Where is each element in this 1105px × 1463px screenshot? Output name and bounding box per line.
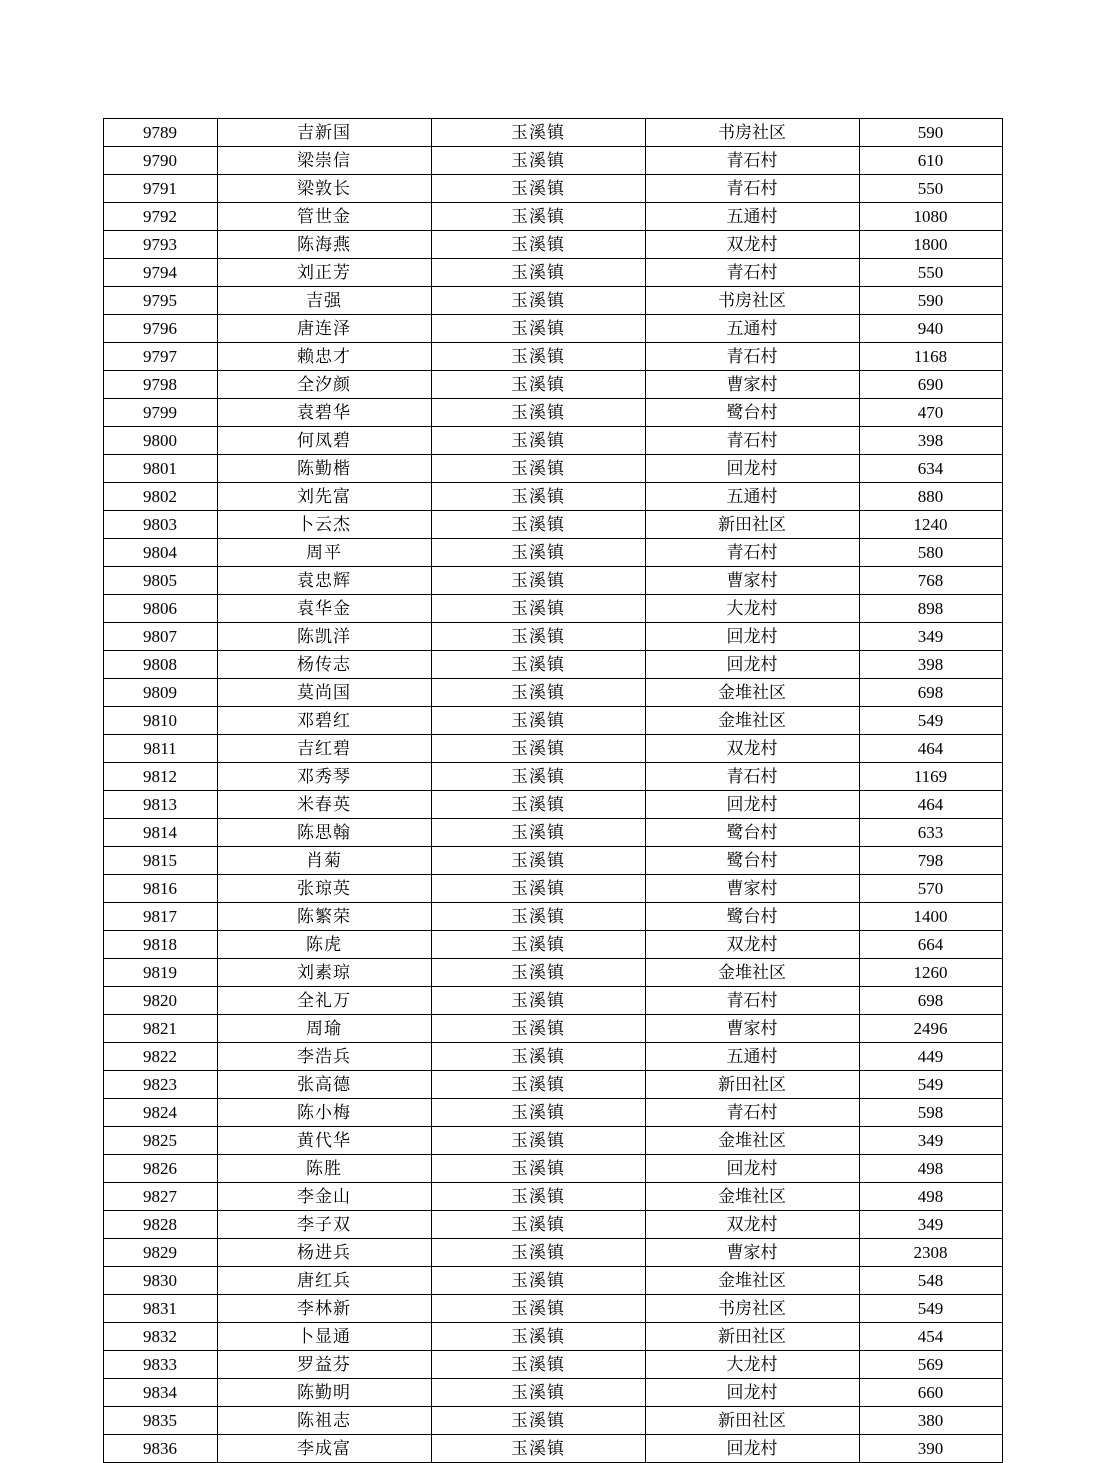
cell-town: 玉溪镇 <box>431 651 645 679</box>
cell-village: 青石村 <box>645 987 859 1015</box>
cell-name: 陈繁荣 <box>217 903 431 931</box>
table-row <box>103 483 1002 511</box>
cell-village: 回龙村 <box>645 791 859 819</box>
cell-village: 五通村 <box>645 483 859 511</box>
cell-amount: 1080 <box>859 203 1002 231</box>
cell-name: 陈思翰 <box>217 819 431 847</box>
cell-id: 9826 <box>103 1155 217 1183</box>
cell-name: 唐连泽 <box>217 315 431 343</box>
cell-id: 9833 <box>103 1351 217 1379</box>
table-row <box>103 147 1002 175</box>
cell-id: 9815 <box>103 847 217 875</box>
cell-amount: 1240 <box>859 511 1002 539</box>
cell-village: 青石村 <box>645 1099 859 1127</box>
subsidy-table <box>103 118 1003 1463</box>
cell-amount: 698 <box>859 679 1002 707</box>
cell-village: 金堆社区 <box>645 679 859 707</box>
cell-amount: 549 <box>859 1071 1002 1099</box>
cell-village: 金堆社区 <box>645 959 859 987</box>
cell-town: 玉溪镇 <box>431 1127 645 1155</box>
cell-town: 玉溪镇 <box>431 903 645 931</box>
cell-name: 刘素琼 <box>217 959 431 987</box>
table-row <box>103 931 1002 959</box>
cell-town: 玉溪镇 <box>431 959 645 987</box>
cell-id: 9832 <box>103 1323 217 1351</box>
cell-id: 9827 <box>103 1183 217 1211</box>
cell-name: 卜云杰 <box>217 511 431 539</box>
cell-id: 9793 <box>103 231 217 259</box>
table-row <box>103 1323 1002 1351</box>
table-row <box>103 231 1002 259</box>
cell-village: 双龙村 <box>645 931 859 959</box>
cell-id: 9809 <box>103 679 217 707</box>
cell-village: 大龙村 <box>645 595 859 623</box>
cell-amount: 549 <box>859 707 1002 735</box>
cell-id: 9829 <box>103 1239 217 1267</box>
cell-name: 陈胜 <box>217 1155 431 1183</box>
cell-village: 曹家村 <box>645 371 859 399</box>
cell-town: 玉溪镇 <box>431 1099 645 1127</box>
cell-town: 玉溪镇 <box>431 539 645 567</box>
table-row <box>103 1127 1002 1155</box>
table-row <box>103 539 1002 567</box>
cell-id: 9834 <box>103 1379 217 1407</box>
cell-id: 9796 <box>103 315 217 343</box>
table-row <box>103 175 1002 203</box>
table-row <box>103 595 1002 623</box>
cell-town: 玉溪镇 <box>431 287 645 315</box>
cell-town: 玉溪镇 <box>431 119 645 147</box>
cell-name: 周瑜 <box>217 1015 431 1043</box>
cell-amount: 1168 <box>859 343 1002 371</box>
cell-town: 玉溪镇 <box>431 427 645 455</box>
cell-amount: 610 <box>859 147 1002 175</box>
cell-name: 李金山 <box>217 1183 431 1211</box>
cell-village: 鹭台村 <box>645 819 859 847</box>
cell-id: 9801 <box>103 455 217 483</box>
cell-amount: 633 <box>859 819 1002 847</box>
cell-name: 杨传志 <box>217 651 431 679</box>
cell-village: 书房社区 <box>645 1295 859 1323</box>
cell-town: 玉溪镇 <box>431 1267 645 1295</box>
cell-amount: 1400 <box>859 903 1002 931</box>
cell-village: 青石村 <box>645 259 859 287</box>
cell-name: 李浩兵 <box>217 1043 431 1071</box>
cell-name: 杨进兵 <box>217 1239 431 1267</box>
table-row <box>103 371 1002 399</box>
cell-village: 曹家村 <box>645 875 859 903</box>
cell-name: 罗益芬 <box>217 1351 431 1379</box>
cell-village: 回龙村 <box>645 1435 859 1463</box>
cell-id: 9806 <box>103 595 217 623</box>
cell-amount: 449 <box>859 1043 1002 1071</box>
table-row <box>103 1183 1002 1211</box>
table-row <box>103 1407 1002 1435</box>
cell-amount: 390 <box>859 1435 1002 1463</box>
cell-village: 新田社区 <box>645 1407 859 1435</box>
cell-name: 邓秀琴 <box>217 763 431 791</box>
cell-id: 9808 <box>103 651 217 679</box>
cell-village: 青石村 <box>645 147 859 175</box>
table-row <box>103 1043 1002 1071</box>
cell-id: 9805 <box>103 567 217 595</box>
cell-town: 玉溪镇 <box>431 1211 645 1239</box>
cell-village: 回龙村 <box>645 455 859 483</box>
cell-name: 陈勤明 <box>217 1379 431 1407</box>
table-row <box>103 651 1002 679</box>
cell-name: 李林新 <box>217 1295 431 1323</box>
cell-town: 玉溪镇 <box>431 315 645 343</box>
cell-name: 袁忠辉 <box>217 567 431 595</box>
cell-amount: 1260 <box>859 959 1002 987</box>
cell-amount: 548 <box>859 1267 1002 1295</box>
cell-amount: 349 <box>859 1211 1002 1239</box>
cell-town: 玉溪镇 <box>431 1071 645 1099</box>
cell-village: 青石村 <box>645 343 859 371</box>
cell-town: 玉溪镇 <box>431 1043 645 1071</box>
cell-name: 唐红兵 <box>217 1267 431 1295</box>
table-row <box>103 1239 1002 1267</box>
cell-amount: 880 <box>859 483 1002 511</box>
cell-village: 新田社区 <box>645 1071 859 1099</box>
cell-id: 9828 <box>103 1211 217 1239</box>
cell-amount: 549 <box>859 1295 1002 1323</box>
table-row <box>103 427 1002 455</box>
table-row <box>103 119 1002 147</box>
cell-name: 邓碧红 <box>217 707 431 735</box>
cell-id: 9799 <box>103 399 217 427</box>
cell-name: 周平 <box>217 539 431 567</box>
table-row <box>103 259 1002 287</box>
cell-amount: 1800 <box>859 231 1002 259</box>
table-row <box>103 1071 1002 1099</box>
cell-id: 9789 <box>103 119 217 147</box>
cell-amount: 349 <box>859 1127 1002 1155</box>
table-row <box>103 1267 1002 1295</box>
cell-name: 张琼英 <box>217 875 431 903</box>
cell-village: 回龙村 <box>645 1155 859 1183</box>
cell-amount: 380 <box>859 1407 1002 1435</box>
cell-amount: 940 <box>859 315 1002 343</box>
cell-village: 青石村 <box>645 175 859 203</box>
cell-id: 9792 <box>103 203 217 231</box>
table-row <box>103 1295 1002 1323</box>
cell-id: 9814 <box>103 819 217 847</box>
table-row <box>103 791 1002 819</box>
cell-amount: 398 <box>859 651 1002 679</box>
cell-village: 五通村 <box>645 1043 859 1071</box>
cell-id: 9836 <box>103 1435 217 1463</box>
table-row <box>103 1155 1002 1183</box>
table-row <box>103 987 1002 1015</box>
cell-id: 9818 <box>103 931 217 959</box>
cell-id: 9800 <box>103 427 217 455</box>
cell-village: 回龙村 <box>645 623 859 651</box>
table-row <box>103 875 1002 903</box>
cell-name: 陈小梅 <box>217 1099 431 1127</box>
cell-town: 玉溪镇 <box>431 623 645 651</box>
cell-town: 玉溪镇 <box>431 259 645 287</box>
cell-name: 陈凯洋 <box>217 623 431 651</box>
cell-village: 金堆社区 <box>645 1267 859 1295</box>
table-row <box>103 287 1002 315</box>
cell-name: 全汐颜 <box>217 371 431 399</box>
cell-town: 玉溪镇 <box>431 931 645 959</box>
cell-name: 管世金 <box>217 203 431 231</box>
cell-village: 五通村 <box>645 315 859 343</box>
cell-town: 玉溪镇 <box>431 763 645 791</box>
cell-village: 大龙村 <box>645 1351 859 1379</box>
cell-town: 玉溪镇 <box>431 147 645 175</box>
cell-town: 玉溪镇 <box>431 735 645 763</box>
table-row <box>103 1211 1002 1239</box>
cell-id: 9822 <box>103 1043 217 1071</box>
table-row <box>103 315 1002 343</box>
cell-amount: 590 <box>859 287 1002 315</box>
cell-village: 青石村 <box>645 539 859 567</box>
cell-amount: 398 <box>859 427 1002 455</box>
cell-village: 双龙村 <box>645 231 859 259</box>
cell-town: 玉溪镇 <box>431 1407 645 1435</box>
cell-id: 9802 <box>103 483 217 511</box>
cell-town: 玉溪镇 <box>431 1183 645 1211</box>
cell-name: 米春英 <box>217 791 431 819</box>
cell-village: 五通村 <box>645 203 859 231</box>
cell-amount: 580 <box>859 539 1002 567</box>
cell-town: 玉溪镇 <box>431 455 645 483</box>
table-row <box>103 819 1002 847</box>
cell-village: 金堆社区 <box>645 707 859 735</box>
cell-town: 玉溪镇 <box>431 399 645 427</box>
cell-id: 9825 <box>103 1127 217 1155</box>
cell-amount: 2308 <box>859 1239 1002 1267</box>
cell-id: 9810 <box>103 707 217 735</box>
cell-name: 肖菊 <box>217 847 431 875</box>
cell-id: 9804 <box>103 539 217 567</box>
cell-id: 9794 <box>103 259 217 287</box>
cell-name: 袁华金 <box>217 595 431 623</box>
table-row <box>103 399 1002 427</box>
cell-village: 金堆社区 <box>645 1183 859 1211</box>
cell-name: 李子双 <box>217 1211 431 1239</box>
cell-village: 鹭台村 <box>645 903 859 931</box>
cell-town: 玉溪镇 <box>431 819 645 847</box>
cell-id: 9821 <box>103 1015 217 1043</box>
cell-id: 9790 <box>103 147 217 175</box>
cell-village: 双龙村 <box>645 735 859 763</box>
cell-amount: 550 <box>859 175 1002 203</box>
cell-amount: 569 <box>859 1351 1002 1379</box>
cell-amount: 498 <box>859 1183 1002 1211</box>
table-row <box>103 567 1002 595</box>
cell-village: 回龙村 <box>645 651 859 679</box>
cell-town: 玉溪镇 <box>431 343 645 371</box>
cell-name: 卜显通 <box>217 1323 431 1351</box>
cell-town: 玉溪镇 <box>431 679 645 707</box>
cell-name: 莫尚国 <box>217 679 431 707</box>
table-row <box>103 343 1002 371</box>
cell-village: 书房社区 <box>645 119 859 147</box>
cell-name: 赖忠才 <box>217 343 431 371</box>
cell-town: 玉溪镇 <box>431 1435 645 1463</box>
cell-town: 玉溪镇 <box>431 175 645 203</box>
cell-id: 9803 <box>103 511 217 539</box>
table-row <box>103 847 1002 875</box>
cell-village: 鹭台村 <box>645 847 859 875</box>
cell-name: 吉新国 <box>217 119 431 147</box>
cell-village: 青石村 <box>645 763 859 791</box>
cell-id: 9820 <box>103 987 217 1015</box>
table-row <box>103 679 1002 707</box>
table-row <box>103 707 1002 735</box>
cell-id: 9807 <box>103 623 217 651</box>
cell-town: 玉溪镇 <box>431 595 645 623</box>
cell-amount: 898 <box>859 595 1002 623</box>
cell-village: 青石村 <box>645 427 859 455</box>
table-row <box>103 623 1002 651</box>
cell-amount: 698 <box>859 987 1002 1015</box>
cell-village: 双龙村 <box>645 1211 859 1239</box>
cell-town: 玉溪镇 <box>431 1351 645 1379</box>
cell-town: 玉溪镇 <box>431 875 645 903</box>
table-row <box>103 1351 1002 1379</box>
cell-amount: 2496 <box>859 1015 1002 1043</box>
cell-name: 刘先富 <box>217 483 431 511</box>
cell-name: 黄代华 <box>217 1127 431 1155</box>
cell-town: 玉溪镇 <box>431 1239 645 1267</box>
cell-amount: 550 <box>859 259 1002 287</box>
cell-amount: 634 <box>859 455 1002 483</box>
cell-name: 陈虎 <box>217 931 431 959</box>
cell-village: 新田社区 <box>645 511 859 539</box>
cell-town: 玉溪镇 <box>431 1295 645 1323</box>
cell-amount: 690 <box>859 371 1002 399</box>
cell-amount: 498 <box>859 1155 1002 1183</box>
table-row <box>103 511 1002 539</box>
cell-name: 全礼万 <box>217 987 431 1015</box>
cell-amount: 598 <box>859 1099 1002 1127</box>
cell-village: 新田社区 <box>645 1323 859 1351</box>
table-row <box>103 1015 1002 1043</box>
cell-name: 吉强 <box>217 287 431 315</box>
cell-town: 玉溪镇 <box>431 203 645 231</box>
cell-id: 9817 <box>103 903 217 931</box>
cell-village: 金堆社区 <box>645 1127 859 1155</box>
cell-id: 9831 <box>103 1295 217 1323</box>
cell-village: 鹭台村 <box>645 399 859 427</box>
cell-id: 9798 <box>103 371 217 399</box>
cell-village: 曹家村 <box>645 567 859 595</box>
table-row <box>103 1099 1002 1127</box>
table-row <box>103 903 1002 931</box>
cell-id: 9791 <box>103 175 217 203</box>
table-row <box>103 455 1002 483</box>
table-row <box>103 203 1002 231</box>
cell-amount: 664 <box>859 931 1002 959</box>
cell-town: 玉溪镇 <box>431 1379 645 1407</box>
cell-town: 玉溪镇 <box>431 847 645 875</box>
cell-id: 9835 <box>103 1407 217 1435</box>
cell-village: 回龙村 <box>645 1379 859 1407</box>
cell-town: 玉溪镇 <box>431 231 645 259</box>
cell-town: 玉溪镇 <box>431 371 645 399</box>
table-row <box>103 959 1002 987</box>
cell-town: 玉溪镇 <box>431 1155 645 1183</box>
cell-amount: 454 <box>859 1323 1002 1351</box>
cell-id: 9797 <box>103 343 217 371</box>
cell-village: 曹家村 <box>645 1239 859 1267</box>
cell-id: 9795 <box>103 287 217 315</box>
cell-amount: 1169 <box>859 763 1002 791</box>
cell-town: 玉溪镇 <box>431 511 645 539</box>
table-row <box>103 1379 1002 1407</box>
cell-amount: 464 <box>859 735 1002 763</box>
cell-town: 玉溪镇 <box>431 707 645 735</box>
cell-town: 玉溪镇 <box>431 1323 645 1351</box>
cell-id: 9816 <box>103 875 217 903</box>
cell-name: 陈勤楷 <box>217 455 431 483</box>
cell-id: 9812 <box>103 763 217 791</box>
cell-id: 9823 <box>103 1071 217 1099</box>
cell-village: 书房社区 <box>645 287 859 315</box>
cell-amount: 349 <box>859 623 1002 651</box>
cell-town: 玉溪镇 <box>431 483 645 511</box>
table-body <box>103 119 1002 1463</box>
cell-amount: 570 <box>859 875 1002 903</box>
cell-amount: 590 <box>859 119 1002 147</box>
cell-town: 玉溪镇 <box>431 987 645 1015</box>
cell-name: 陈祖志 <box>217 1407 431 1435</box>
cell-id: 9811 <box>103 735 217 763</box>
table-row <box>103 1435 1002 1463</box>
cell-name: 刘正芳 <box>217 259 431 287</box>
cell-amount: 798 <box>859 847 1002 875</box>
table-row <box>103 763 1002 791</box>
cell-id: 9824 <box>103 1099 217 1127</box>
cell-name: 袁碧华 <box>217 399 431 427</box>
cell-amount: 768 <box>859 567 1002 595</box>
table-row <box>103 735 1002 763</box>
cell-town: 玉溪镇 <box>431 1015 645 1043</box>
cell-name: 梁崇信 <box>217 147 431 175</box>
cell-name: 张高德 <box>217 1071 431 1099</box>
cell-name: 梁敦长 <box>217 175 431 203</box>
cell-name: 陈海燕 <box>217 231 431 259</box>
cell-name: 何凤碧 <box>217 427 431 455</box>
cell-amount: 470 <box>859 399 1002 427</box>
cell-village: 曹家村 <box>645 1015 859 1043</box>
cell-id: 9813 <box>103 791 217 819</box>
cell-amount: 660 <box>859 1379 1002 1407</box>
cell-name: 李成富 <box>217 1435 431 1463</box>
cell-town: 玉溪镇 <box>431 567 645 595</box>
cell-id: 9819 <box>103 959 217 987</box>
cell-amount: 464 <box>859 791 1002 819</box>
cell-name: 吉红碧 <box>217 735 431 763</box>
cell-town: 玉溪镇 <box>431 791 645 819</box>
cell-id: 9830 <box>103 1267 217 1295</box>
